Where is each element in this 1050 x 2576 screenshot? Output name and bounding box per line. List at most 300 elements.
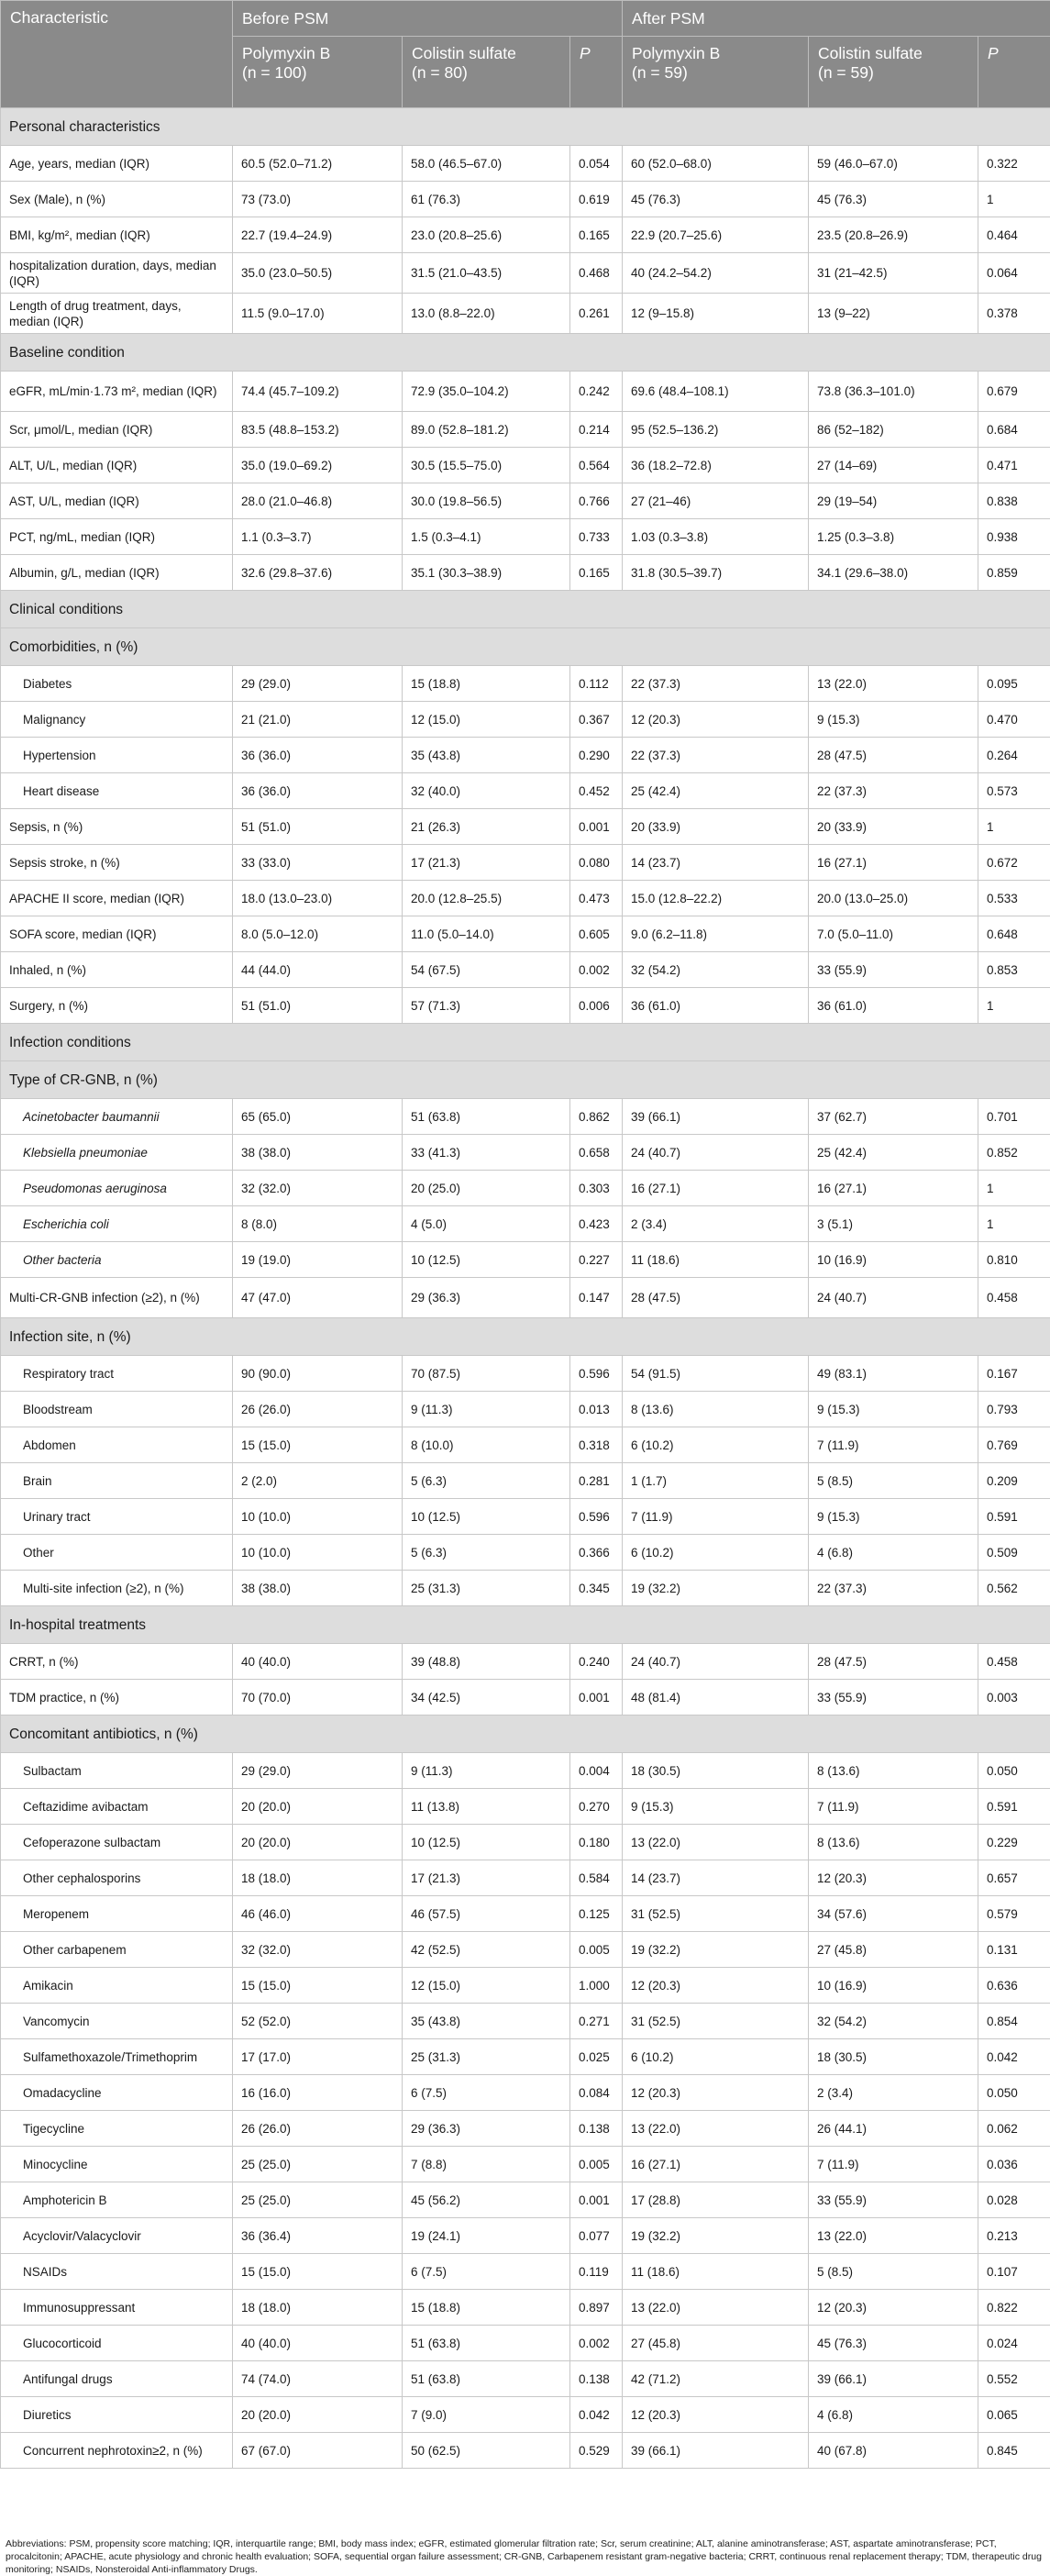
cell-before-colistin-sulfate: 11.0 (5.0–14.0) <box>403 916 570 952</box>
cell-after-polymyxin-b: 22 (37.3) <box>623 738 809 773</box>
cell-after-p: 0.024 <box>978 2326 1050 2361</box>
cell-after-p: 0.579 <box>978 1896 1050 1932</box>
cell-before-p: 0.423 <box>570 1206 623 1242</box>
cell-characteristic: CRRT, n (%) <box>1 1644 233 1680</box>
cell-after-colistin-sulfate: 4 (6.8) <box>809 2397 978 2433</box>
cell-after-p: 0.458 <box>978 1644 1050 1680</box>
cell-characteristic: Cefoperazone sulbactam <box>1 1825 233 1860</box>
header-after-polymyxin-b: Polymyxin B (n = 59) <box>623 37 809 108</box>
cell-characteristic: Heart disease <box>1 773 233 809</box>
cell-before-polymyxin-b: 28.0 (21.0–46.8) <box>233 483 403 519</box>
table-row <box>1 146 1050 182</box>
section-header-label: Infection site, n (%) <box>1 1318 1050 1356</box>
cell-after-colistin-sulfate: 13 (22.0) <box>809 666 978 702</box>
cell-after-colistin-sulfate: 34.1 (29.6–38.0) <box>809 555 978 591</box>
cell-after-polymyxin-b: 11 (18.6) <box>623 1242 809 1278</box>
table-row <box>1 1571 1050 1606</box>
table-row <box>1 1278 1050 1318</box>
cell-before-polymyxin-b: 36 (36.4) <box>233 2218 403 2254</box>
cell-after-polymyxin-b: 19 (32.2) <box>623 1571 809 1606</box>
cell-before-colistin-sulfate: 6 (7.5) <box>403 2075 570 2111</box>
cell-before-polymyxin-b: 10 (10.0) <box>233 1499 403 1535</box>
cell-before-colistin-sulfate: 35 (43.8) <box>403 738 570 773</box>
cell-before-polymyxin-b: 15 (15.0) <box>233 1427 403 1463</box>
cell-after-p: 0.028 <box>978 2182 1050 2218</box>
cell-after-colistin-sulfate: 23.5 (20.8–26.9) <box>809 217 978 253</box>
cell-after-colistin-sulfate: 34 (57.6) <box>809 1896 978 1932</box>
cell-before-polymyxin-b: 38 (38.0) <box>233 1571 403 1606</box>
cell-after-p: 1 <box>978 1171 1050 1206</box>
table-row <box>1 916 1050 952</box>
cell-after-p: 1 <box>978 182 1050 217</box>
cell-after-p: 0.591 <box>978 1499 1050 1535</box>
cell-before-polymyxin-b: 21 (21.0) <box>233 702 403 738</box>
cell-after-polymyxin-b: 12 (20.3) <box>623 2075 809 2111</box>
cell-after-polymyxin-b: 15.0 (12.8–22.2) <box>623 881 809 916</box>
cell-after-polymyxin-b: 31.8 (30.5–39.7) <box>623 555 809 591</box>
cell-characteristic: Tigecycline <box>1 2111 233 2147</box>
cell-after-polymyxin-b: 14 (23.7) <box>623 845 809 881</box>
cell-after-polymyxin-b: 36 (18.2–72.8) <box>623 448 809 483</box>
section-header-row <box>1 1061 1050 1099</box>
cell-before-colistin-sulfate: 5 (6.3) <box>403 1463 570 1499</box>
table-row <box>1 555 1050 591</box>
section-header-label: Type of CR-GNB, n (%) <box>1 1061 1050 1099</box>
cell-before-polymyxin-b: 47 (47.0) <box>233 1278 403 1318</box>
cell-after-colistin-sulfate: 7.0 (5.0–11.0) <box>809 916 978 952</box>
cell-before-p: 0.242 <box>570 372 623 412</box>
cell-before-polymyxin-b: 36 (36.0) <box>233 738 403 773</box>
cell-before-polymyxin-b: 33 (33.0) <box>233 845 403 881</box>
cell-before-p: 0.303 <box>570 1171 623 1206</box>
cell-before-p: 0.318 <box>570 1427 623 1463</box>
section-header-label: In-hospital treatments <box>1 1606 1050 1644</box>
cell-after-p: 0.822 <box>978 2290 1050 2326</box>
cell-characteristic: AST, U/L, median (IQR) <box>1 483 233 519</box>
cell-after-colistin-sulfate: 33 (55.9) <box>809 952 978 988</box>
table-row <box>1 988 1050 1024</box>
table-row <box>1 2147 1050 2182</box>
cell-after-p: 0.562 <box>978 1571 1050 1606</box>
cell-after-polymyxin-b: 69.6 (48.4–108.1) <box>623 372 809 412</box>
cell-characteristic: Malignancy <box>1 702 233 738</box>
cell-before-p: 0.261 <box>570 294 623 334</box>
cell-characteristic: Amikacin <box>1 1968 233 2004</box>
cell-before-polymyxin-b: 90 (90.0) <box>233 1356 403 1392</box>
cell-after-p: 0.131 <box>978 1932 1050 1968</box>
cell-after-p: 0.684 <box>978 412 1050 448</box>
cell-after-polymyxin-b: 20 (33.9) <box>623 809 809 845</box>
cell-before-polymyxin-b: 32 (32.0) <box>233 1171 403 1206</box>
cell-before-p: 0.002 <box>570 952 623 988</box>
cell-after-polymyxin-b: 9 (15.3) <box>623 1789 809 1825</box>
table-row <box>1 2290 1050 2326</box>
cell-before-p: 0.042 <box>570 2397 623 2433</box>
cell-after-p: 1 <box>978 988 1050 1024</box>
cell-before-colistin-sulfate: 10 (12.5) <box>403 1825 570 1860</box>
cell-after-p: 0.322 <box>978 146 1050 182</box>
cell-before-p: 0.138 <box>570 2361 623 2397</box>
cell-before-polymyxin-b: 73 (73.0) <box>233 182 403 217</box>
cell-after-p: 0.065 <box>978 2397 1050 2433</box>
table-row <box>1 2433 1050 2469</box>
cell-after-p: 0.859 <box>978 555 1050 591</box>
cell-characteristic: Sepsis stroke, n (%) <box>1 845 233 881</box>
header-before-polymyxin-b: Polymyxin B (n = 100) <box>233 37 403 108</box>
cell-after-p: 0.036 <box>978 2147 1050 2182</box>
section-header-label: Concomitant antibiotics, n (%) <box>1 1715 1050 1753</box>
cell-after-colistin-sulfate: 3 (5.1) <box>809 1206 978 1242</box>
table-row <box>1 1392 1050 1427</box>
cell-before-colistin-sulfate: 19 (24.1) <box>403 2218 570 2254</box>
cell-characteristic: Multi-site infection (≥2), n (%) <box>1 1571 233 1606</box>
table-row <box>1 1356 1050 1392</box>
cell-after-polymyxin-b: 12 (20.3) <box>623 702 809 738</box>
cell-before-p: 0.468 <box>570 253 623 294</box>
table-row <box>1 412 1050 448</box>
cell-after-colistin-sulfate: 25 (42.4) <box>809 1135 978 1171</box>
cell-before-polymyxin-b: 18 (18.0) <box>233 2290 403 2326</box>
cell-before-polymyxin-b: 51 (51.0) <box>233 809 403 845</box>
cell-after-colistin-sulfate: 9 (15.3) <box>809 1499 978 1535</box>
section-header-row <box>1 334 1050 372</box>
header-after-colistin-sulfate: Colistin sulfate (n = 59) <box>809 37 978 108</box>
cell-before-polymyxin-b: 67 (67.0) <box>233 2433 403 2469</box>
table-row <box>1 372 1050 412</box>
header-after-psm: After PSM <box>623 1 1050 37</box>
cell-after-polymyxin-b: 31 (52.5) <box>623 2004 809 2039</box>
cell-characteristic: Antifungal drugs <box>1 2361 233 2397</box>
cell-before-colistin-sulfate: 7 (9.0) <box>403 2397 570 2433</box>
cell-before-p: 0.290 <box>570 738 623 773</box>
cell-characteristic: Sulbactam <box>1 1753 233 1789</box>
cell-before-colistin-sulfate: 39 (48.8) <box>403 1644 570 1680</box>
cell-before-colistin-sulfate: 89.0 (52.8–181.2) <box>403 412 570 448</box>
cell-before-polymyxin-b: 18 (18.0) <box>233 1860 403 1896</box>
cell-after-colistin-sulfate: 1.25 (0.3–3.8) <box>809 519 978 555</box>
cell-before-polymyxin-b: 2 (2.0) <box>233 1463 403 1499</box>
cell-before-p: 0.452 <box>570 773 623 809</box>
cell-after-colistin-sulfate: 73.8 (36.3–101.0) <box>809 372 978 412</box>
cell-after-p: 0.701 <box>978 1099 1050 1135</box>
cell-after-p: 0.509 <box>978 1535 1050 1571</box>
cell-after-colistin-sulfate: 49 (83.1) <box>809 1356 978 1392</box>
cell-after-polymyxin-b: 60 (52.0–68.0) <box>623 146 809 182</box>
table-row <box>1 2075 1050 2111</box>
cell-before-colistin-sulfate: 17 (21.3) <box>403 1860 570 1896</box>
cell-before-p: 0.366 <box>570 1535 623 1571</box>
cell-after-colistin-sulfate: 24 (40.7) <box>809 1278 978 1318</box>
abbreviations-footnote: Abbreviations: PSM, propensity score matching; IQR, interquartile range; BMI, body mass index; eGFR, estimated glomerular filtration rate; Scr, serum creatinine; ALT, alanine aminotransferase; AST, aspartate aminotransferase; PCT, procalcitonin; APACHE, acute physiology and chronic health evaluation; SOFA, sequential organ failure assessment; CR-GNB, Carbapenem resistant gram-negative bacteria; CRRT, continuous renal replacement therapy; TDM, therapeutic drug monitoring; NSAIDs, Nonsteroidal Anti-inflammatory Drugs. <box>0 2537 1047 2576</box>
cell-before-colistin-sulfate: 29 (36.3) <box>403 1278 570 1318</box>
cell-before-p: 0.605 <box>570 916 623 952</box>
table-row <box>1 1753 1050 1789</box>
cell-before-polymyxin-b: 20 (20.0) <box>233 1789 403 1825</box>
cell-after-colistin-sulfate: 9 (15.3) <box>809 1392 978 1427</box>
cell-before-colistin-sulfate: 4 (5.0) <box>403 1206 570 1242</box>
cell-before-colistin-sulfate: 32 (40.0) <box>403 773 570 809</box>
table-row <box>1 1825 1050 1860</box>
cell-before-p: 0.180 <box>570 1825 623 1860</box>
cell-after-colistin-sulfate: 7 (11.9) <box>809 2147 978 2182</box>
table-row <box>1 1680 1050 1715</box>
cell-before-p: 0.006 <box>570 988 623 1024</box>
cell-before-colistin-sulfate: 51 (63.8) <box>403 2326 570 2361</box>
cell-before-polymyxin-b: 83.5 (48.8–153.2) <box>233 412 403 448</box>
cell-before-p: 0.125 <box>570 1896 623 1932</box>
cell-after-polymyxin-b: 24 (40.7) <box>623 1644 809 1680</box>
cell-before-p: 0.138 <box>570 2111 623 2147</box>
cell-before-colistin-sulfate: 46 (57.5) <box>403 1896 570 1932</box>
cell-before-p: 0.001 <box>570 809 623 845</box>
cell-after-polymyxin-b: 11 (18.6) <box>623 2254 809 2290</box>
cell-before-colistin-sulfate: 72.9 (35.0–104.2) <box>403 372 570 412</box>
table-row <box>1 666 1050 702</box>
cell-characteristic: Other <box>1 1535 233 1571</box>
cell-characteristic: Klebsiella pneumoniae <box>1 1135 233 1171</box>
cell-before-p: 0.001 <box>570 2182 623 2218</box>
cell-characteristic: ALT, U/L, median (IQR) <box>1 448 233 483</box>
cell-after-p: 0.938 <box>978 519 1050 555</box>
table-row <box>1 1135 1050 1171</box>
table-row <box>1 1499 1050 1535</box>
cell-before-colistin-sulfate: 10 (12.5) <box>403 1499 570 1535</box>
cell-before-polymyxin-b: 26 (26.0) <box>233 1392 403 1427</box>
cell-after-p: 0.107 <box>978 2254 1050 2290</box>
cell-after-p: 0.062 <box>978 2111 1050 2147</box>
cell-before-p: 0.005 <box>570 2147 623 2182</box>
table-row <box>1 519 1050 555</box>
cell-after-p: 0.209 <box>978 1463 1050 1499</box>
cell-after-p: 0.552 <box>978 2361 1050 2397</box>
table-row <box>1 2361 1050 2397</box>
cell-before-polymyxin-b: 1.1 (0.3–3.7) <box>233 519 403 555</box>
cell-after-p: 0.810 <box>978 1242 1050 1278</box>
cell-before-p: 0.002 <box>570 2326 623 2361</box>
cell-before-colistin-sulfate: 54 (67.5) <box>403 952 570 988</box>
cell-after-p: 0.042 <box>978 2039 1050 2075</box>
table-row <box>1 2182 1050 2218</box>
cell-before-polymyxin-b: 25 (25.0) <box>233 2147 403 2182</box>
section-header-row <box>1 1606 1050 1644</box>
cell-after-colistin-sulfate: 40 (67.8) <box>809 2433 978 2469</box>
cell-after-polymyxin-b: 2 (3.4) <box>623 1206 809 1242</box>
cell-before-p: 0.584 <box>570 1860 623 1896</box>
cell-before-colistin-sulfate: 12 (15.0) <box>403 1968 570 2004</box>
cell-after-polymyxin-b: 14 (23.7) <box>623 1860 809 1896</box>
cell-before-colistin-sulfate: 13.0 (8.8–22.0) <box>403 294 570 334</box>
table-row <box>1 182 1050 217</box>
cell-before-colistin-sulfate: 7 (8.8) <box>403 2147 570 2182</box>
table-row <box>1 1427 1050 1463</box>
cell-before-p: 0.240 <box>570 1644 623 1680</box>
cell-after-colistin-sulfate: 28 (47.5) <box>809 738 978 773</box>
cell-characteristic: Inhaled, n (%) <box>1 952 233 988</box>
cell-before-colistin-sulfate: 45 (56.2) <box>403 2182 570 2218</box>
cell-before-p: 0.147 <box>570 1278 623 1318</box>
table-row <box>1 1463 1050 1499</box>
cell-before-polymyxin-b: 20 (20.0) <box>233 1825 403 1860</box>
cell-after-p: 0.095 <box>978 666 1050 702</box>
cell-after-polymyxin-b: 8 (13.6) <box>623 1392 809 1427</box>
table-row <box>1 2326 1050 2361</box>
cell-characteristic: Other carbapenem <box>1 1932 233 1968</box>
cell-after-polymyxin-b: 40 (24.2–54.2) <box>623 253 809 294</box>
cell-before-colistin-sulfate: 31.5 (21.0–43.5) <box>403 253 570 294</box>
cell-before-polymyxin-b: 17 (17.0) <box>233 2039 403 2075</box>
table-row <box>1 2111 1050 2147</box>
cell-after-polymyxin-b: 13 (22.0) <box>623 1825 809 1860</box>
cell-characteristic: Bloodstream <box>1 1392 233 1427</box>
cell-after-p: 1 <box>978 809 1050 845</box>
cell-before-p: 0.596 <box>570 1356 623 1392</box>
cell-before-polymyxin-b: 44 (44.0) <box>233 952 403 988</box>
cell-before-polymyxin-b: 18.0 (13.0–23.0) <box>233 881 403 916</box>
cell-characteristic: Multi-CR-GNB infection (≥2), n (%) <box>1 1278 233 1318</box>
cell-before-colistin-sulfate: 61 (76.3) <box>403 182 570 217</box>
cell-characteristic: Abdomen <box>1 1427 233 1463</box>
cell-characteristic: Immunosuppressant <box>1 2290 233 2326</box>
cell-after-polymyxin-b: 13 (22.0) <box>623 2290 809 2326</box>
cell-after-colistin-sulfate: 13 (22.0) <box>809 2218 978 2254</box>
cell-after-polymyxin-b: 27 (45.8) <box>623 2326 809 2361</box>
cell-before-colistin-sulfate: 42 (52.5) <box>403 1932 570 1968</box>
cell-before-colistin-sulfate: 34 (42.5) <box>403 1680 570 1715</box>
header-before-psm: Before PSM <box>233 1 623 37</box>
cell-characteristic: Other bacteria <box>1 1242 233 1278</box>
cell-after-p: 0.464 <box>978 217 1050 253</box>
cell-characteristic: Minocycline <box>1 2147 233 2182</box>
cell-before-p: 0.054 <box>570 146 623 182</box>
cell-characteristic: Escherichia coli <box>1 1206 233 1242</box>
cell-after-polymyxin-b: 45 (76.3) <box>623 182 809 217</box>
cell-before-polymyxin-b: 8.0 (5.0–12.0) <box>233 916 403 952</box>
cell-before-p: 0.025 <box>570 2039 623 2075</box>
cell-before-p: 0.529 <box>570 2433 623 2469</box>
cell-characteristic: NSAIDs <box>1 2254 233 2290</box>
cell-characteristic: Ceftazidime avibactam <box>1 1789 233 1825</box>
cell-after-p: 0.769 <box>978 1427 1050 1463</box>
cell-after-p: 0.672 <box>978 845 1050 881</box>
cell-before-polymyxin-b: 40 (40.0) <box>233 2326 403 2361</box>
table-body <box>1 108 1050 2469</box>
table-row <box>1 1932 1050 1968</box>
table-row <box>1 294 1050 334</box>
cell-before-p: 0.766 <box>570 483 623 519</box>
cell-after-colistin-sulfate: 33 (55.9) <box>809 1680 978 1715</box>
cell-before-polymyxin-b: 74 (74.0) <box>233 2361 403 2397</box>
cell-before-p: 0.165 <box>570 555 623 591</box>
section-header-label: Personal characteristics <box>1 108 1050 146</box>
cell-before-p: 0.596 <box>570 1499 623 1535</box>
cell-after-polymyxin-b: 18 (30.5) <box>623 1753 809 1789</box>
cell-after-polymyxin-b: 6 (10.2) <box>623 2039 809 2075</box>
cell-before-p: 0.165 <box>570 217 623 253</box>
cell-after-polymyxin-b: 16 (27.1) <box>623 2147 809 2182</box>
cell-before-colistin-sulfate: 35 (43.8) <box>403 2004 570 2039</box>
cell-after-p: 0.458 <box>978 1278 1050 1318</box>
cell-characteristic: APACHE II score, median (IQR) <box>1 881 233 916</box>
table-row <box>1 2004 1050 2039</box>
cell-after-p: 0.679 <box>978 372 1050 412</box>
cell-before-p: 0.619 <box>570 182 623 217</box>
cell-before-p: 0.564 <box>570 448 623 483</box>
cell-characteristic: Diuretics <box>1 2397 233 2433</box>
cell-after-colistin-sulfate: 28 (47.5) <box>809 1644 978 1680</box>
cell-after-p: 0.064 <box>978 253 1050 294</box>
cell-after-p: 0.852 <box>978 1135 1050 1171</box>
cell-before-p: 0.345 <box>570 1571 623 1606</box>
cell-before-colistin-sulfate: 29 (36.3) <box>403 2111 570 2147</box>
cell-after-colistin-sulfate: 36 (61.0) <box>809 988 978 1024</box>
cell-characteristic: Glucocorticoid <box>1 2326 233 2361</box>
table-row <box>1 1860 1050 1896</box>
section-header-row <box>1 628 1050 666</box>
cell-after-polymyxin-b: 6 (10.2) <box>623 1427 809 1463</box>
cell-before-colistin-sulfate: 1.5 (0.3–4.1) <box>403 519 570 555</box>
table-row <box>1 809 1050 845</box>
cell-after-polymyxin-b: 42 (71.2) <box>623 2361 809 2397</box>
cell-after-p: 0.050 <box>978 2075 1050 2111</box>
cell-characteristic: Urinary tract <box>1 1499 233 1535</box>
table-row <box>1 773 1050 809</box>
cell-characteristic: Age, years, median (IQR) <box>1 146 233 182</box>
cell-before-colistin-sulfate: 50 (62.5) <box>403 2433 570 2469</box>
cell-before-colistin-sulfate: 9 (11.3) <box>403 1392 570 1427</box>
cell-characteristic: Pseudomonas aeruginosa <box>1 1171 233 1206</box>
section-header-row <box>1 108 1050 146</box>
cell-after-polymyxin-b: 13 (22.0) <box>623 2111 809 2147</box>
cell-before-p: 0.271 <box>570 2004 623 2039</box>
cell-before-polymyxin-b: 22.7 (19.4–24.9) <box>233 217 403 253</box>
cell-after-colistin-sulfate: 20.0 (13.0–25.0) <box>809 881 978 916</box>
cell-after-p: 0.050 <box>978 1753 1050 1789</box>
cell-before-polymyxin-b: 29 (29.0) <box>233 666 403 702</box>
cell-after-colistin-sulfate: 86 (52–182) <box>809 412 978 448</box>
table-row <box>1 2218 1050 2254</box>
cell-before-p: 0.473 <box>570 881 623 916</box>
cell-characteristic: Meropenem <box>1 1896 233 1932</box>
cell-before-colistin-sulfate: 5 (6.3) <box>403 1535 570 1571</box>
cell-before-colistin-sulfate: 30.0 (19.8–56.5) <box>403 483 570 519</box>
table-row <box>1 2039 1050 2075</box>
section-header-label: Infection conditions <box>1 1024 1050 1061</box>
cell-after-p: 0.636 <box>978 1968 1050 2004</box>
cell-before-polymyxin-b: 35.0 (19.0–69.2) <box>233 448 403 483</box>
cell-before-polymyxin-b: 10 (10.0) <box>233 1535 403 1571</box>
cell-before-polymyxin-b: 38 (38.0) <box>233 1135 403 1171</box>
cell-after-polymyxin-b: 9.0 (6.2–11.8) <box>623 916 809 952</box>
cell-characteristic: Vancomycin <box>1 2004 233 2039</box>
cell-after-polymyxin-b: 48 (81.4) <box>623 1680 809 1715</box>
cell-before-polymyxin-b: 19 (19.0) <box>233 1242 403 1278</box>
cell-before-p: 0.077 <box>570 2218 623 2254</box>
cell-before-p: 0.227 <box>570 1242 623 1278</box>
section-header-row <box>1 1318 1050 1356</box>
cell-after-polymyxin-b: 36 (61.0) <box>623 988 809 1024</box>
cell-before-colistin-sulfate: 33 (41.3) <box>403 1135 570 1171</box>
cell-before-p: 0.119 <box>570 2254 623 2290</box>
cell-before-p: 0.004 <box>570 1753 623 1789</box>
cell-after-p: 0.264 <box>978 738 1050 773</box>
table-row <box>1 845 1050 881</box>
cell-after-polymyxin-b: 12 (9–15.8) <box>623 294 809 334</box>
cell-after-colistin-sulfate: 22 (37.3) <box>809 1571 978 1606</box>
cell-after-colistin-sulfate: 7 (11.9) <box>809 1789 978 1825</box>
cell-before-colistin-sulfate: 20.0 (12.8–25.5) <box>403 881 570 916</box>
cell-before-p: 0.214 <box>570 412 623 448</box>
cell-before-colistin-sulfate: 30.5 (15.5–75.0) <box>403 448 570 483</box>
